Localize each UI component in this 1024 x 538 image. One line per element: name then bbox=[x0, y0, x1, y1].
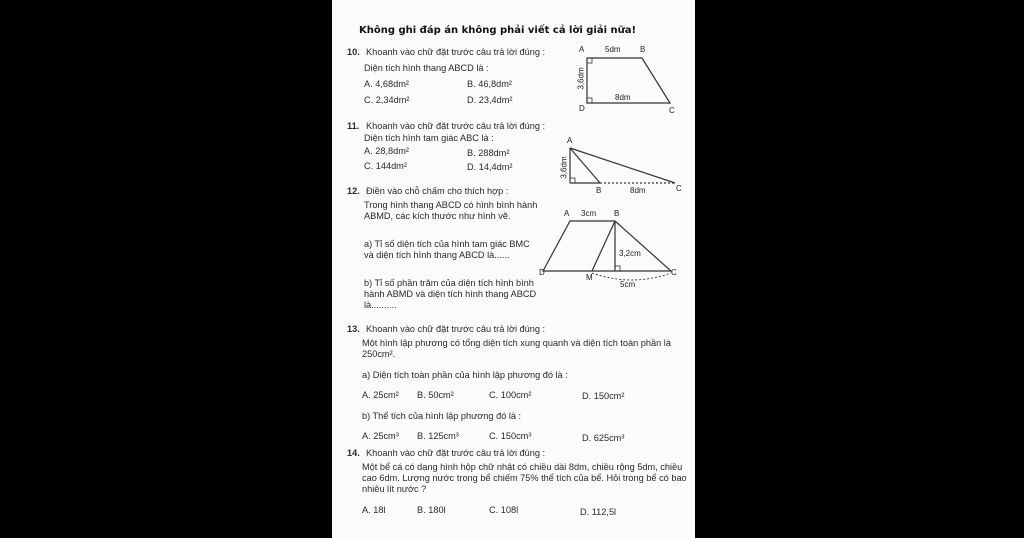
q12-label-d: D bbox=[539, 268, 545, 277]
q12-intro: Trong hình thang ABCD có hình bình hành ABMD, các kích thước như hình vẽ. bbox=[364, 200, 538, 221]
q13-number: 13. bbox=[347, 324, 360, 334]
q14-option-c[interactable]: C. 108l bbox=[489, 505, 519, 515]
q10-label-c: C bbox=[669, 106, 675, 115]
q12-label-a: A bbox=[564, 209, 570, 218]
q11-question: Diện tích hình tam giác ABC là : bbox=[364, 133, 494, 143]
q10-number: 10. bbox=[347, 47, 360, 57]
q14-prompt: Khoanh vào chữ đặt trước câu trả lời đúng : bbox=[366, 448, 546, 458]
q10-prompt: Khoanh vào chữ đặt trước câu trả lời đúng : bbox=[366, 47, 546, 57]
q12-label-b: B bbox=[614, 209, 620, 218]
q13b-option-c[interactable]: C. 150cm³ bbox=[489, 431, 532, 441]
q11-option-c[interactable]: C. 144dm² bbox=[364, 161, 407, 171]
q13a-option-b[interactable]: B. 50cm² bbox=[417, 390, 454, 400]
q10-label-height: 3,6dm bbox=[576, 67, 586, 90]
q12-label-height: 3,2cm bbox=[619, 249, 641, 258]
page-header: Không ghi đáp án không phải viết cả lời giải nữa! bbox=[359, 25, 637, 36]
q13-part-a-question: a) Diện tích toàn phần của hình lập phương đó là : bbox=[362, 370, 568, 380]
q10-label-bottom: 8dm bbox=[615, 93, 631, 102]
q14-option-d[interactable]: D. 112,5l bbox=[580, 507, 617, 517]
q10-option-a[interactable]: A. 4,68dm² bbox=[364, 79, 409, 89]
q10-label-d: D bbox=[579, 104, 585, 113]
q13b-option-a[interactable]: A. 25cm³ bbox=[362, 431, 399, 441]
q14-number: 14. bbox=[347, 448, 360, 458]
q10-question: Diện tích hình thang ABCD là : bbox=[364, 63, 489, 73]
q10-label-a: A bbox=[579, 45, 585, 54]
q11-option-a[interactable]: A. 28,8dm² bbox=[364, 146, 409, 156]
q11-option-b[interactable]: B. 288dm² bbox=[467, 148, 510, 158]
q13-part-b-question: b) Thể tích của hình lập phương đó là : bbox=[362, 411, 522, 421]
q12-part-b: b) Tỉ số phần trăm của diện tích hình bình hành ABMD và diện tích hình thang ABCD là.......... bbox=[364, 278, 537, 310]
q12-label-c: C bbox=[671, 268, 677, 277]
q13a-option-c[interactable]: C. 100cm² bbox=[489, 390, 532, 400]
q11-number: 11. bbox=[347, 121, 360, 131]
q14-option-a[interactable]: A. 18l bbox=[362, 505, 386, 515]
q11-label-a: A bbox=[567, 136, 573, 145]
q13b-option-d[interactable]: D. 625cm³ bbox=[582, 433, 625, 443]
q14-text: Một bể cá có dạng hình hộp chữ nhật có chiều dài 8dm, chiều rộng 5dm, chiều cao 6dm. Lượng nước trong bể chiếm 75% thể tích của bể. Hỏi trong bể có bao nhiêu lít nước ? bbox=[362, 462, 687, 494]
q12-label-mc: 5cm bbox=[620, 280, 636, 289]
q11-label-c: C bbox=[676, 184, 682, 193]
q14-option-b[interactable]: B. 180l bbox=[417, 505, 446, 515]
q13a-option-a[interactable]: A. 25cm² bbox=[362, 390, 399, 400]
q11-label-bc: 8dm bbox=[630, 186, 646, 195]
q10-option-b[interactable]: B. 46,8dm² bbox=[467, 79, 512, 89]
q10-option-d[interactable]: D. 23,4dm² bbox=[467, 95, 513, 105]
q12-part-a: a) Tỉ số diện tích của hình tam giác BMC và diện tích hình thang ABCD là...... bbox=[364, 239, 530, 260]
q11-prompt: Khoanh vào chữ đặt trước câu trả lời đúng : bbox=[366, 121, 546, 131]
q12-label-ab: 3cm bbox=[581, 209, 597, 218]
q13-text: Một hình lập phương có tổng diện tích xung quanh và diện tích toàn phần là 250cm². bbox=[362, 338, 671, 359]
q11-label-b: B bbox=[596, 186, 602, 195]
q13a-option-d[interactable]: D. 150cm² bbox=[582, 391, 625, 401]
q12-number: 12. bbox=[347, 186, 360, 196]
worksheet-page bbox=[332, 0, 695, 538]
q10-label-b: B bbox=[640, 45, 646, 54]
q13b-option-b[interactable]: B. 125cm³ bbox=[417, 431, 459, 441]
q12-prompt: Điền vào chỗ chấm cho thích hợp : bbox=[366, 186, 509, 196]
q12-label-m: M bbox=[586, 273, 593, 282]
q10-option-c[interactable]: C. 2,34dm² bbox=[364, 95, 410, 105]
q11-option-d[interactable]: D. 14,4dm² bbox=[467, 162, 513, 172]
q13-prompt: Khoanh vào chữ đặt trước câu trả lời đúng : bbox=[366, 324, 546, 334]
q11-label-height: 3,6dm bbox=[559, 156, 569, 179]
q10-label-top: 5dm bbox=[605, 45, 621, 54]
